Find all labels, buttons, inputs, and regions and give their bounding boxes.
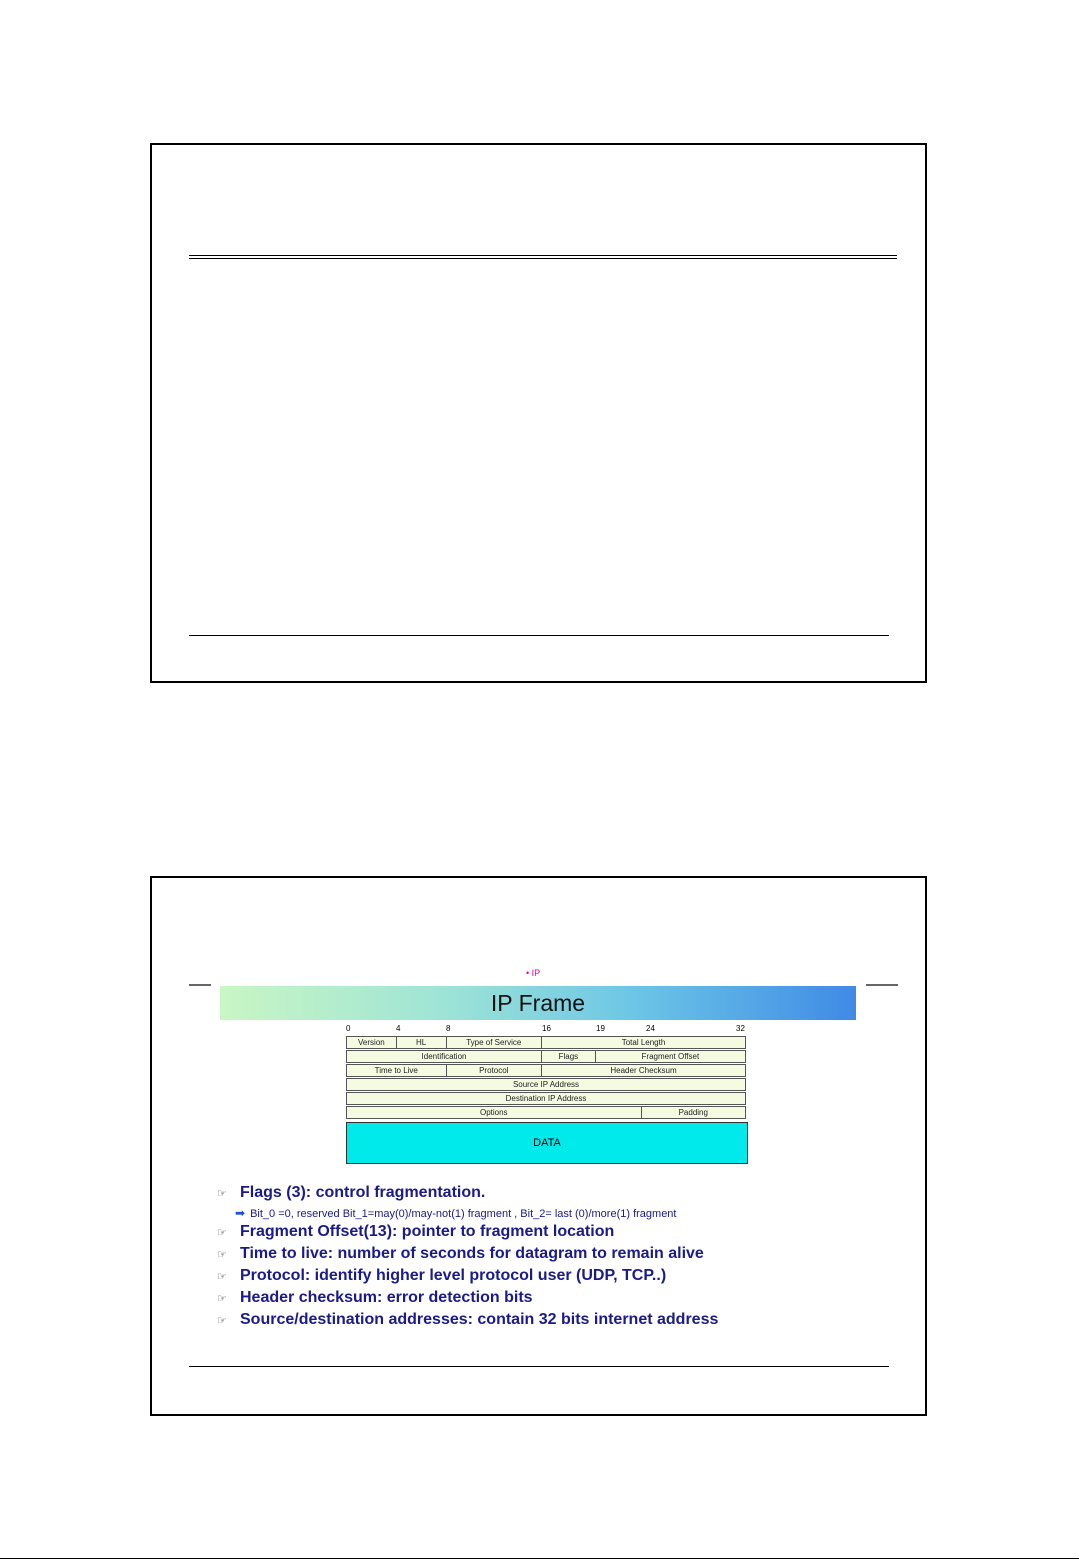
header-field: Fragment Offset: [641, 1052, 700, 1061]
pointing-hand-icon: ☞: [217, 1271, 227, 1283]
bullet-list: [217, 1184, 917, 1333]
header-field: Header Checksum: [610, 1066, 677, 1075]
bullet-text: Source/destination addresses: contain 32 bits internet address: [240, 1311, 719, 1328]
page-bottom-rule: [0, 1558, 1079, 1559]
header-row: [346, 1106, 746, 1119]
title-rule: [189, 255, 897, 259]
header-field: Time to Live: [347, 1065, 447, 1076]
bullet-text: Time to live: number of seconds for datagram to remain alive: [240, 1245, 704, 1262]
data-block: DATA: [346, 1122, 748, 1164]
bullet-item: [217, 1311, 917, 1333]
pointing-hand-icon: ☞: [217, 1188, 227, 1200]
header-field: Total Length: [621, 1038, 666, 1047]
pointing-hand-icon: ☞: [217, 1249, 227, 1261]
sub-bullet-item: [217, 1206, 917, 1223]
bit-label: 0: [346, 1024, 351, 1033]
header-row: [346, 1092, 746, 1105]
header-field: Identification: [347, 1051, 542, 1062]
slide-title: IP Frame: [220, 986, 856, 1020]
bullet-text: Flags (3): control fragmentation.: [240, 1184, 486, 1201]
slide-2-frame: [150, 876, 927, 1416]
bullet-text: Fragment Offset(13): pointer to fragment location: [240, 1223, 615, 1240]
header-field: Protocol: [447, 1065, 543, 1076]
header-row: [346, 1064, 746, 1077]
pointing-hand-icon: ☞: [217, 1227, 227, 1239]
bit-label: 4: [396, 1024, 401, 1033]
header-field: Version: [347, 1037, 397, 1048]
bullet-item: [217, 1184, 917, 1206]
header-field: Type of Service: [447, 1037, 543, 1048]
bit-label: 24: [646, 1024, 655, 1033]
ip-header-diagram: [346, 1036, 746, 1164]
header-field: Flags: [542, 1051, 596, 1062]
bullet-item: [217, 1245, 917, 1267]
bullet-text: Protocol: identify higher level protocol user (UDP, TCP..): [240, 1267, 667, 1284]
bit-label: 19: [596, 1024, 605, 1033]
bit-position-ruler: [346, 1024, 746, 1036]
bullet-item: [217, 1223, 917, 1245]
header-row: [346, 1078, 746, 1091]
arrow-icon: ➡: [235, 1206, 246, 1220]
footer-rule: [189, 1366, 889, 1367]
bullet-item: [217, 1267, 917, 1289]
header-field: Source IP Address: [512, 1080, 580, 1089]
bit-label: 32: [736, 1024, 745, 1033]
header-field: HL: [397, 1037, 447, 1048]
title-rule-right: [866, 984, 898, 986]
slide-1-frame: [150, 143, 927, 683]
header-row: [346, 1050, 746, 1063]
sub-bullet-text: Bit_0 =0, reserved Bit_1=may(0)/may-not(1) fragment , Bit_2= last (0)/more(1) fragment: [250, 1208, 677, 1220]
pointing-hand-icon: ☞: [217, 1315, 227, 1327]
small-label: • IP: [526, 968, 541, 978]
header-field: Padding: [678, 1108, 708, 1117]
bullet-item: [217, 1289, 917, 1311]
pointing-hand-icon: ☞: [217, 1293, 227, 1305]
footer-rule: [189, 635, 889, 636]
bullet-text: Header checksum: error detection bits: [240, 1289, 533, 1306]
bit-label: 16: [542, 1024, 551, 1033]
header-field: Destination IP Address: [505, 1094, 587, 1103]
header-field: Options: [347, 1107, 642, 1118]
bit-label: 8: [446, 1024, 451, 1033]
header-row: [346, 1036, 746, 1049]
title-rule-left: [189, 984, 211, 986]
